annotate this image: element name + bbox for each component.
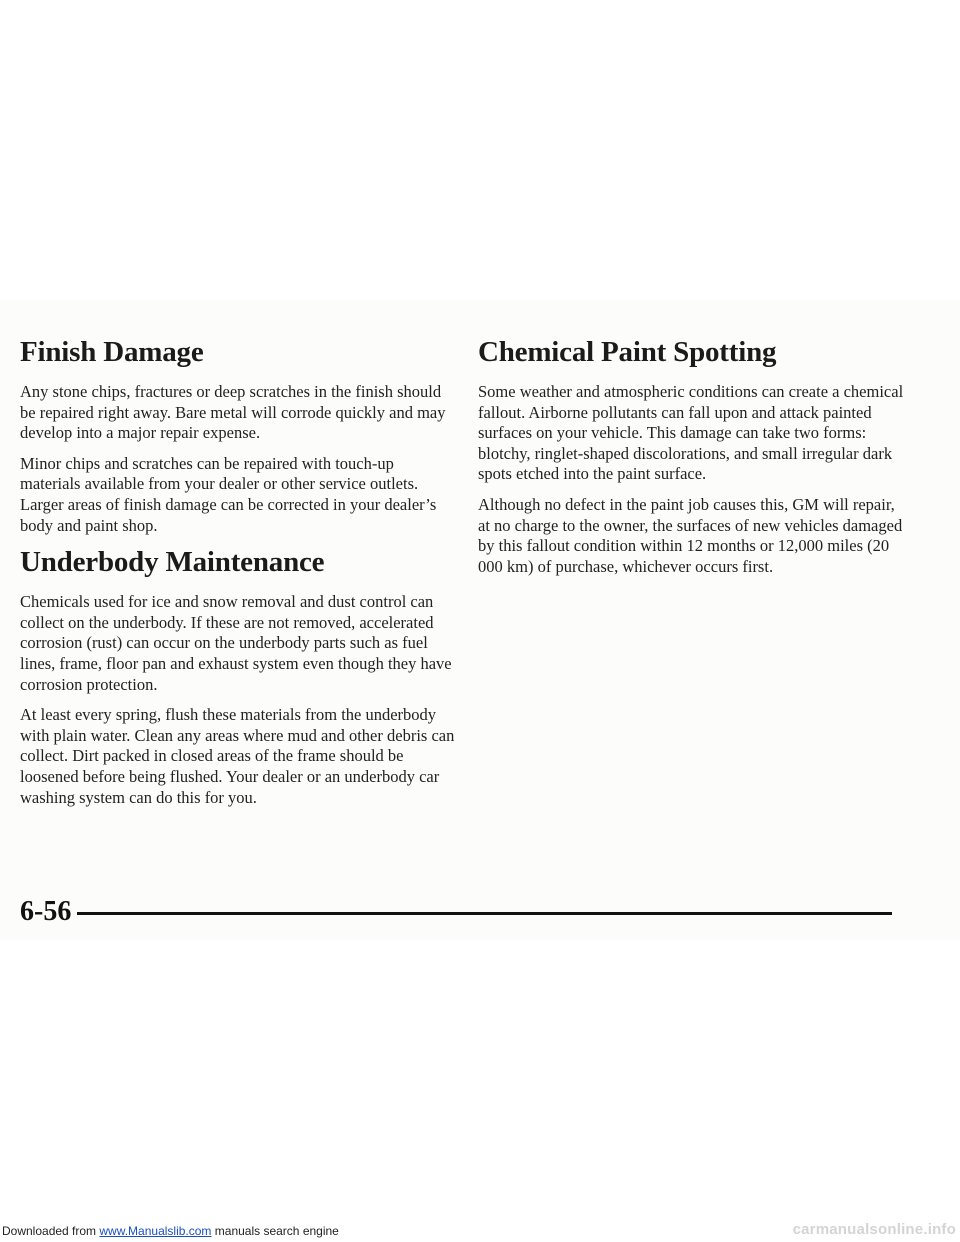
paragraph: At least every spring, flush these materials from the underbody with plain water. Clean any areas where mud and other debris can collect. Dirt packed in closed areas of the frame should be loosened before being flushed. Your dealer or an underbody car washing system can do this for you. — [20, 705, 455, 807]
download-suffix: manuals search engine — [211, 1224, 339, 1238]
heading-finish-damage: Finish Damage — [20, 336, 204, 368]
left-column — [20, 336, 458, 818]
manualslib-link[interactable]: www.Manualslib.com — [99, 1224, 212, 1238]
download-prefix: Downloaded from — [2, 1224, 100, 1238]
paragraph: Some weather and atmospheric conditions can create a chemical fallout. Airborne pollutants can fall upon and attack painted surfaces on your vehicle. This damage can take two forms: blotchy, ringlet-shaped discolorations, and small irregular dark spots etched into the paint surface. — [478, 382, 904, 484]
watermark: carmanualsonline.info — [792, 1221, 956, 1238]
page-number: 6-56 — [20, 896, 72, 927]
right-column — [478, 336, 908, 587]
paragraph: Minor chips and scratches can be repaired with touch-up materials available from your dealer or other service outlets. Larger areas of finish damage can be corrected in your dealer’s body and paint shop. — [20, 453, 437, 535]
download-source-line — [2, 1224, 339, 1238]
heading-chemical-paint-spotting: Chemical Paint Spotting — [478, 336, 777, 368]
footer-rule — [77, 912, 892, 915]
heading-underbody-maintenance: Underbody Maintenance — [20, 546, 325, 579]
paragraph: Chemicals used for ice and snow removal and dust control can collect on the underbody. If these are not removed, accelerated corrosion (rust) can occur on the underbody parts such as fuel lines, frame, floor pan and exhaust system even though they have corrosion protection. — [20, 592, 452, 694]
paragraph: Although no defect in the paint job causes this, GM will repair, at no charge to the owner, the surfaces of new vehicles damaged by this fallout condition within 12 months or 12,000 miles (20 000 km) of purchase, whichever occurs first. — [478, 494, 903, 576]
paragraph: Any stone chips, fractures or deep scratches in the finish should be repaired right away. Bare metal will corrode quickly and may develop into a major repair expense. — [20, 382, 446, 443]
